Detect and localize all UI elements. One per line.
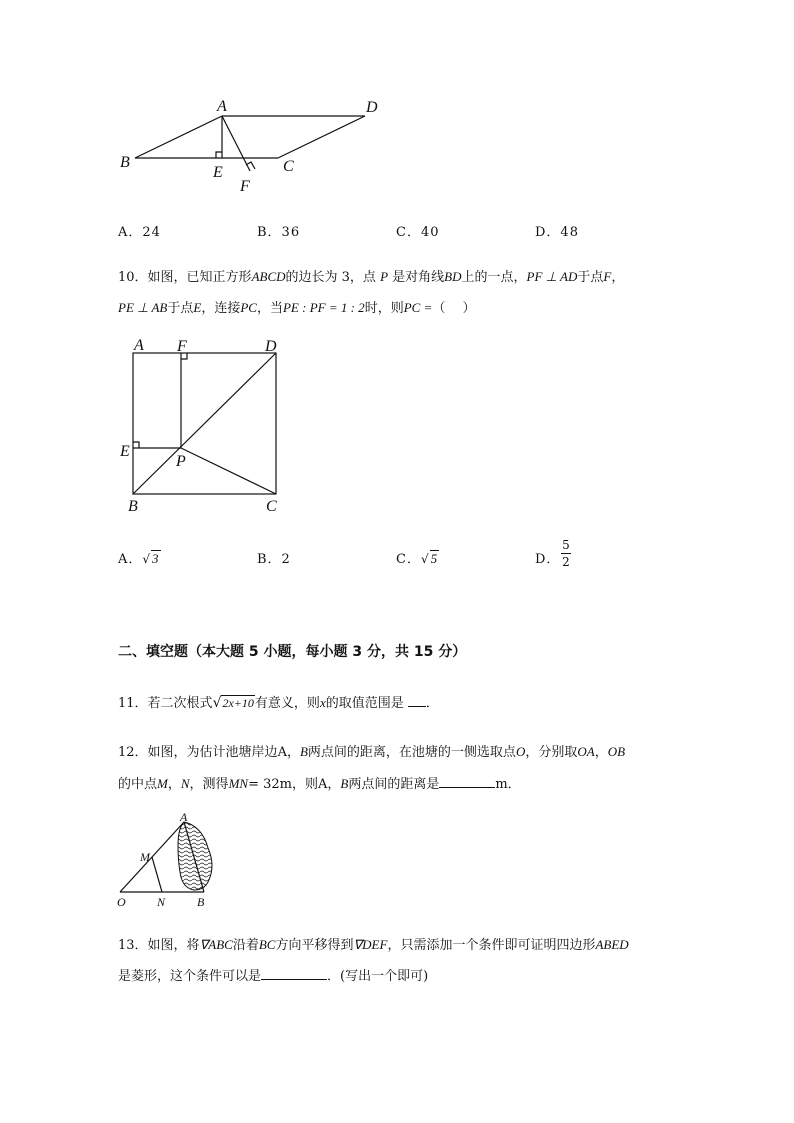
pond-figure (112, 810, 222, 912)
q12-line2: 的中点M，N，测得MN= 32m，则A，B两点间的距离是 m． (118, 776, 521, 792)
parallelogram-figure (110, 92, 400, 202)
sq-label-p: P (176, 453, 186, 470)
label-d: D (366, 99, 378, 116)
label-e: E (213, 164, 223, 181)
q9-option-a[interactable]: A．24 (118, 225, 161, 240)
pond-label-a: A (180, 810, 188, 824)
q10-option-d-fraction: 5 2 (562, 538, 570, 569)
q13-line1: 13．如图，将∇ABC沿着BC方向平移得到∇DEF，只需添加一个条件即可证明四边形ABED (118, 937, 629, 953)
q10-option-a[interactable]: A．√3 (118, 551, 160, 567)
q10-number: 10． (118, 270, 148, 285)
q10-option-c[interactable]: C．√5 (396, 551, 439, 567)
sq-label-a: A (134, 337, 144, 354)
q10-line2: PE ⊥ AB于点E，连接PC，当PE : PF = 1 : 2时，则PC =（ ） (118, 300, 476, 316)
q13-answer-blank[interactable] (261, 979, 327, 980)
q12-answer-blank[interactable] (439, 787, 495, 788)
label-f: F (240, 178, 250, 195)
pond-label-o: O (117, 895, 126, 909)
q9-option-d[interactable]: D．48 (535, 225, 579, 240)
sq-label-e: E (120, 443, 130, 460)
label-c: C (283, 158, 294, 175)
pond-label-b: B (197, 895, 205, 909)
q13-line2: 是菱形，这个条件可以是 ．(写出一个即可) (118, 969, 429, 984)
q10-option-d[interactable]: D． (535, 552, 561, 567)
sq-label-c: C (266, 498, 277, 515)
q10-line1: 10．如图，已知正方形ABCD的边长为 3，点 P 是对角线BD上的一点，PF ⊥ AD于点F， (118, 269, 625, 285)
pond-label-n: N (157, 895, 166, 909)
sq-label-d: D (265, 338, 277, 355)
sq-label-f: F (177, 338, 187, 355)
q12-line1: 12．如图，为估计池塘岸边A，B两点间的距离，在池塘的一侧选取点O，分别取OA，OB (118, 744, 626, 760)
q11-line: 11．若二次根式√2x+10有意义，则x的取值范围是 ． (118, 695, 439, 711)
q10-option-b[interactable]: B．2 (257, 552, 291, 567)
pond-label-m: M (140, 850, 150, 864)
q9-option-c[interactable]: C．40 (396, 225, 440, 240)
sq-label-b: B (128, 498, 138, 515)
section-2-title: 二、填空题（本大题 5 小题，每小题 3 分，共 15 分） (118, 644, 467, 660)
square-figure (115, 334, 295, 519)
label-b: B (120, 154, 130, 171)
q9-option-b[interactable]: B．36 (257, 225, 301, 240)
q11-answer-blank[interactable] (408, 706, 426, 707)
label-a: A (217, 98, 227, 115)
